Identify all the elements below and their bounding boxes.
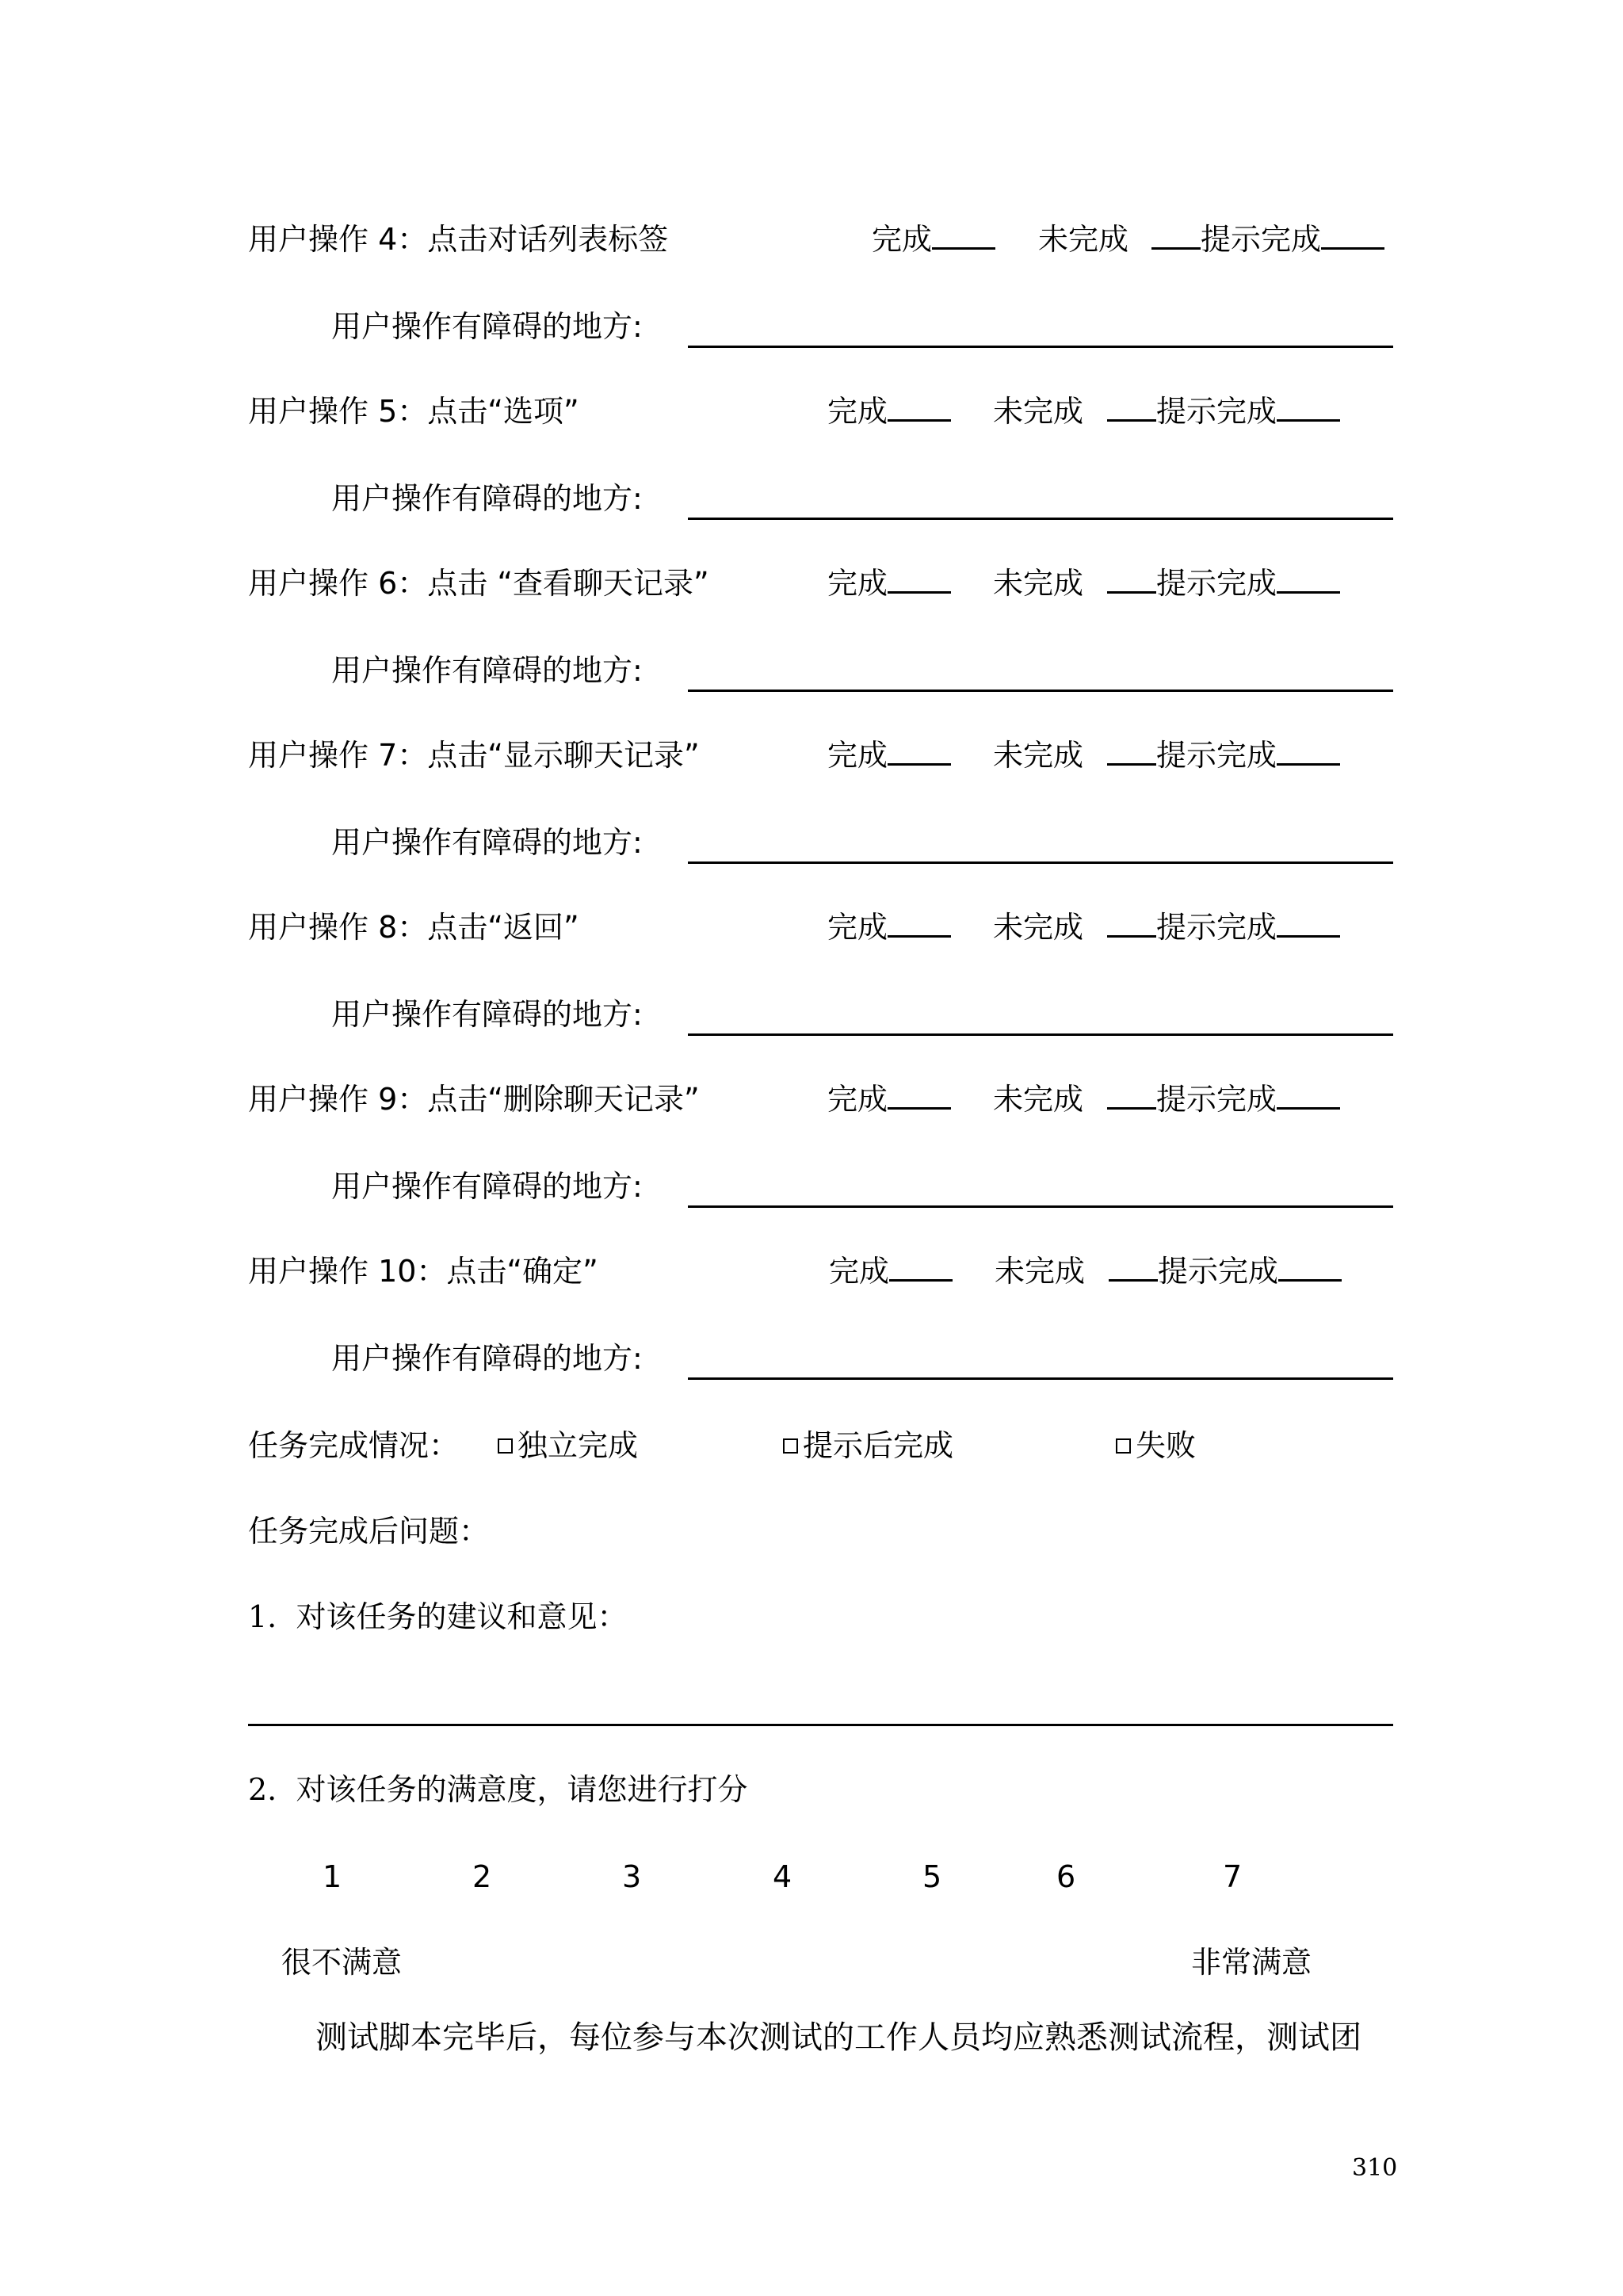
- obstacle-label: 用户操作有障碍的地方:: [331, 825, 643, 860]
- suggestion-input-line[interactable]: [248, 1724, 1393, 1726]
- status-hint-done: 提示完成: [1107, 910, 1340, 945]
- obstacle-label: 用户操作有障碍的地方:: [331, 1341, 643, 1376]
- question-2: 2. 对该任务的满意度，请您进行打分: [248, 1772, 748, 1807]
- not-done-blank[interactable]: [1109, 1255, 1158, 1282]
- done-blank[interactable]: [888, 739, 951, 766]
- task-status-label: 任务完成情况：: [248, 1428, 460, 1463]
- done-blank[interactable]: [888, 1083, 951, 1110]
- option-independent[interactable]: 独立完成: [498, 1428, 638, 1463]
- obstacle-input-line[interactable]: [688, 518, 1393, 520]
- status-not-done: 未完成: [993, 566, 1084, 601]
- hint-done-blank[interactable]: [1277, 395, 1340, 422]
- rating-low-label: 很不满意: [281, 1945, 403, 1980]
- not-done-blank[interactable]: [1107, 1083, 1156, 1110]
- status-not-done: 未完成: [993, 738, 1084, 773]
- status-not-done: 未完成: [993, 394, 1084, 429]
- rating-1[interactable]: 1: [323, 1859, 342, 1894]
- obstacle-label: 用户操作有障碍的地方:: [331, 997, 643, 1032]
- obstacle-input-line[interactable]: [688, 1033, 1393, 1036]
- not-done-blank[interactable]: [1107, 911, 1156, 938]
- rating-4[interactable]: 4: [773, 1859, 792, 1894]
- body-paragraph: 测试脚本完毕后，每位参与本次测试的工作人员均应熟悉测试流程，测试团: [315, 2019, 1361, 2056]
- not-done-blank[interactable]: [1107, 567, 1156, 594]
- rating-high-label: 非常满意: [1191, 1945, 1312, 1980]
- step-label: 用户操作 4：点击对话列表标签: [248, 222, 669, 257]
- done-blank[interactable]: [888, 567, 951, 594]
- status-done: 完成: [827, 910, 951, 945]
- obstacle-input-line[interactable]: [688, 346, 1393, 348]
- post-task-heading: 任务完成后问题：: [248, 1514, 490, 1549]
- hint-done-blank[interactable]: [1277, 567, 1340, 594]
- hint-done-blank[interactable]: [1278, 1255, 1342, 1282]
- step-label: 用户操作 6：点击 “查看聊天记录”: [248, 566, 709, 601]
- obstacle-label: 用户操作有障碍的地方:: [331, 481, 643, 516]
- status-not-done: 未完成: [993, 910, 1084, 945]
- hint-done-blank[interactable]: [1277, 911, 1340, 938]
- checkbox-icon[interactable]: [1116, 1438, 1131, 1454]
- not-done-blank[interactable]: [1107, 395, 1156, 422]
- done-blank[interactable]: [889, 1255, 953, 1282]
- status-done: 完成: [827, 394, 951, 429]
- obstacle-input-line[interactable]: [688, 1205, 1393, 1208]
- step-label: 用户操作 9：点击“删除聊天记录”: [248, 1082, 700, 1117]
- step-label: 用户操作 8：点击“返回”: [248, 910, 579, 945]
- status-not-done: 未完成: [993, 1082, 1084, 1117]
- done-blank[interactable]: [888, 395, 951, 422]
- status-hint-done: 提示完成: [1107, 566, 1340, 601]
- page-number: 310: [1352, 2154, 1398, 2182]
- step-label: 用户操作 7：点击“显示聊天记录”: [248, 738, 700, 773]
- status-done: 完成: [829, 1254, 953, 1289]
- checkbox-icon[interactable]: [498, 1438, 513, 1454]
- status-hint-done: 提示完成: [1107, 394, 1340, 429]
- status-not-done: 未完成: [995, 1254, 1086, 1289]
- rating-2[interactable]: 2: [472, 1859, 492, 1894]
- rating-7[interactable]: 7: [1223, 1859, 1243, 1894]
- checkbox-icon[interactable]: [783, 1438, 798, 1454]
- step-label: 用户操作 10：点击“确定”: [248, 1254, 598, 1289]
- rating-6[interactable]: 6: [1056, 1859, 1076, 1894]
- obstacle-label: 用户操作有障碍的地方:: [331, 309, 643, 344]
- obstacle-input-line[interactable]: [688, 861, 1393, 864]
- option-failed[interactable]: 失败: [1116, 1428, 1196, 1463]
- status-done: 完成: [827, 738, 951, 773]
- status-done: 完成: [827, 566, 951, 601]
- rating-3[interactable]: 3: [622, 1859, 642, 1894]
- status-not-done: 未完成: [1038, 222, 1129, 257]
- obstacle-input-line[interactable]: [688, 1377, 1393, 1380]
- obstacle-label: 用户操作有障碍的地方:: [331, 653, 643, 688]
- done-blank[interactable]: [888, 911, 951, 938]
- question-1: 1. 对该任务的建议和意见：: [248, 1599, 628, 1634]
- rating-5[interactable]: 5: [922, 1859, 942, 1894]
- obstacle-input-line[interactable]: [688, 690, 1393, 692]
- status-done: 完成: [872, 222, 995, 257]
- option-hinted[interactable]: 提示后完成: [783, 1428, 953, 1463]
- not-done-blank[interactable]: [1107, 739, 1156, 766]
- status-hint-done: 提示完成: [1107, 1082, 1340, 1117]
- not-done-blank[interactable]: [1151, 223, 1201, 250]
- step-label: 用户操作 5：点击“选项”: [248, 394, 579, 429]
- hint-done-blank[interactable]: [1277, 739, 1340, 766]
- status-done: 完成: [827, 1082, 951, 1117]
- done-blank[interactable]: [932, 223, 995, 250]
- hint-done-blank[interactable]: [1321, 223, 1384, 250]
- status-hint-done: 提示完成: [1151, 222, 1384, 257]
- obstacle-label: 用户操作有障碍的地方:: [331, 1169, 643, 1204]
- status-hint-done: 提示完成: [1107, 738, 1340, 773]
- status-hint-done: 提示完成: [1109, 1254, 1342, 1289]
- hint-done-blank[interactable]: [1277, 1083, 1340, 1110]
